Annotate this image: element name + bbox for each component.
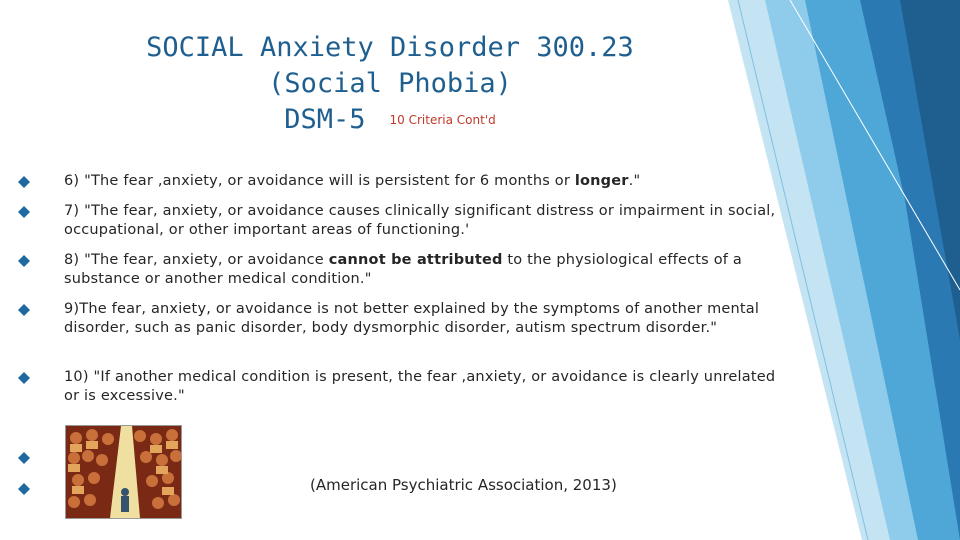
diamond-bullet-icon [18, 304, 30, 316]
criterion-9 [18, 300, 779, 338]
title-line-2: (Social Phobia) [268, 68, 512, 99]
criterion-text: 6) "The fear ,anxiety, or avoidance will is persistent for 6 months or longer." [64, 173, 641, 189]
criterion-text: 10) "If another medical condition is present, the fear ,anxiety, or avoidance is clearly unrelated or is excessive." [64, 369, 776, 404]
criterion-text: 8) "The fear, anxiety, or avoidance cannot be attributed to the physiological effects of a substance or another medical condition." [64, 252, 742, 287]
crowd-spotlight-image [65, 425, 182, 519]
title-line-3 [120, 102, 660, 138]
criterion-10 [18, 368, 779, 406]
criterion-6 [18, 172, 779, 191]
diamond-bullet-icon [18, 452, 30, 464]
diamond-bullet-icon [18, 255, 30, 267]
diamond-bullet-icon [18, 372, 30, 384]
title-subtitle: 10 Criteria Cont'd [389, 113, 496, 127]
diamond-bullet-icon [18, 176, 30, 188]
criterion-7 [18, 202, 779, 240]
title-line-1: SOCIAL Anxiety Disorder 300.23 [146, 32, 634, 63]
criterion-text: 7) "The fear, anxiety, or avoidance causes clinically significant distress or impairment in social, occupational, or other important areas of functioning.' [64, 203, 776, 238]
citation: (American Psychiatric Association, 2013) [310, 476, 617, 494]
criterion-8 [18, 251, 779, 289]
criterion-text: 9)The fear, anxiety, or avoidance is not better explained by the symptoms of another mental disorder, such as panic disorder, body dysmorphic disorder, autism spectrum disorder." [64, 301, 760, 336]
diamond-bullet-icon [18, 483, 30, 495]
empty-bullet [18, 479, 64, 495]
diamond-bullet-icon [18, 206, 30, 218]
empty-bullet [18, 448, 64, 464]
title-dsm: DSM-5 [284, 104, 366, 135]
slide-title [120, 30, 660, 138]
